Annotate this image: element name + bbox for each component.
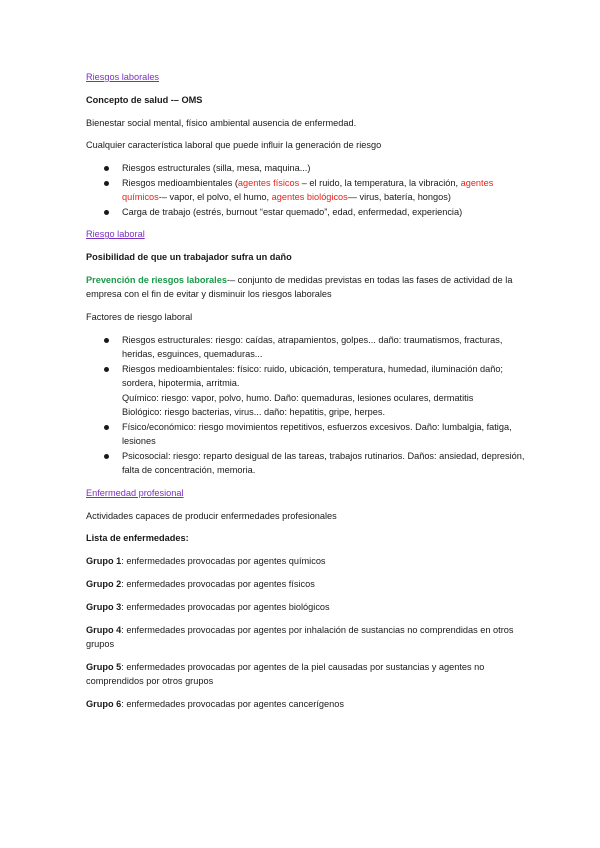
concept-label: Concepto de salud -– OMS bbox=[86, 94, 203, 105]
health-definition: Bienestar social mental, físico ambiental ausencia de enfermedad. bbox=[86, 117, 357, 128]
text-span: -– vapor, el polvo, el humo, bbox=[158, 192, 272, 203]
list-item bbox=[86, 449, 526, 478]
group-label: Grupo 6 bbox=[86, 699, 122, 710]
section-heading-enfermedad-profesional: Enfermedad profesional bbox=[86, 487, 184, 498]
text-span: – el ruido, la temperatura, la vibración, bbox=[299, 177, 461, 188]
text-span: Riesgos estructurales: riesgo: caídas, atrapamientos, golpes... daño: traumatismos, fracturas, heridas, esguinces, quemaduras... bbox=[122, 334, 503, 360]
group-label: Grupo 2 bbox=[86, 579, 122, 590]
text-span: Psicosocial: riesgo: reparto desigual de las tareas, trabajos rutinarios. Daños: ansiedad, depresión, falta de concentración, memoria. bbox=[122, 450, 525, 476]
section-heading-riesgos-laborales: Riesgos laborales bbox=[86, 72, 160, 82]
group-item bbox=[86, 577, 526, 592]
list-item bbox=[86, 420, 526, 449]
group-text: : enfermedades provocadas por agentes biológicos bbox=[121, 601, 330, 612]
any-feature-text: Cualquier característica laboral que puede influir la generación de riesgo bbox=[86, 140, 382, 151]
document-page bbox=[86, 70, 526, 720]
text-span: — virus, batería, hongos) bbox=[347, 192, 451, 203]
text-span: Físico/económico: riesgo movimientos repetitivos, esfuerzos excesivos. Daño: lumbalgia, fatiga, lesiones bbox=[122, 421, 512, 447]
risk-list bbox=[86, 161, 526, 219]
prevention-paragraph bbox=[86, 273, 526, 302]
possibility-text: Posibilidad de que un trabajador sufra un daño bbox=[86, 251, 292, 262]
list-title: Lista de enfermedades: bbox=[86, 533, 189, 544]
text-span: Riesgos medioambientales ( bbox=[122, 177, 238, 188]
list-item bbox=[86, 176, 526, 205]
group-text: : enfermedades provocadas por agentes cancerígenos bbox=[121, 699, 344, 710]
group-text: : enfermedades provocadas por agentes físicos bbox=[121, 579, 315, 590]
group-item bbox=[86, 660, 526, 689]
highlight-chemical-agents: agentes químicos bbox=[122, 177, 494, 203]
prevention-text: -– conjunto de medidas previstas en todas las fases de actividad de la empresa con el fin de evitar y disminuir los riesgos laborales bbox=[86, 274, 513, 300]
text-span: Riesgos medioambientales: físico: ruido, ubicación, temperatura, humedad, iluminación daño; sordera, hipotermia, arritmia. bbox=[122, 363, 503, 389]
list-item bbox=[86, 362, 526, 420]
factors-list bbox=[86, 333, 526, 478]
group-item bbox=[86, 600, 526, 615]
factors-title: Factores de riesgo laboral bbox=[86, 312, 193, 323]
highlight-biological-agents: agentes biológicos bbox=[271, 192, 348, 203]
text-span: Biológico: riesgo bacterias, virus... daño: hepatitis, gripe, herpes. bbox=[122, 407, 386, 418]
list-item: Riesgos estructurales (silla, mesa, maquina...) bbox=[86, 161, 526, 176]
group-item bbox=[86, 623, 526, 652]
group-label: Grupo 1 bbox=[86, 556, 122, 567]
group-text: : enfermedades provocadas por agentes por inhalación de sustancias no comprendidas en otros grupos bbox=[86, 624, 514, 650]
group-text: : enfermedades provocadas por agentes de la piel causadas por sustancias y agentes no comprendidos por otros grupos bbox=[86, 661, 485, 687]
group-text: : enfermedades provocadas por agentes químicos bbox=[121, 556, 326, 567]
group-label: Grupo 4 bbox=[86, 624, 122, 635]
list-item: Carga de trabajo (estrés, burnout “estar quemado”, edad, enfermedad, experiencia) bbox=[86, 205, 526, 220]
group-label: Grupo 3 bbox=[86, 601, 122, 612]
list-item bbox=[86, 333, 526, 362]
activities-text: Actividades capaces de producir enfermedades profesionales bbox=[86, 510, 337, 521]
section-heading-riesgo-laboral: Riesgo laboral bbox=[86, 229, 145, 240]
prevention-label: Prevención de riesgos laborales bbox=[86, 274, 227, 285]
group-item bbox=[86, 697, 526, 712]
text-span: Químico: riesgo: vapor, polvo, humo. Daño: quemaduras, lesiones oculares, dermatitis bbox=[122, 392, 474, 403]
highlight-physical-agents: agentes físicos bbox=[237, 177, 300, 188]
group-item bbox=[86, 554, 526, 569]
group-label: Grupo 5 bbox=[86, 661, 122, 672]
